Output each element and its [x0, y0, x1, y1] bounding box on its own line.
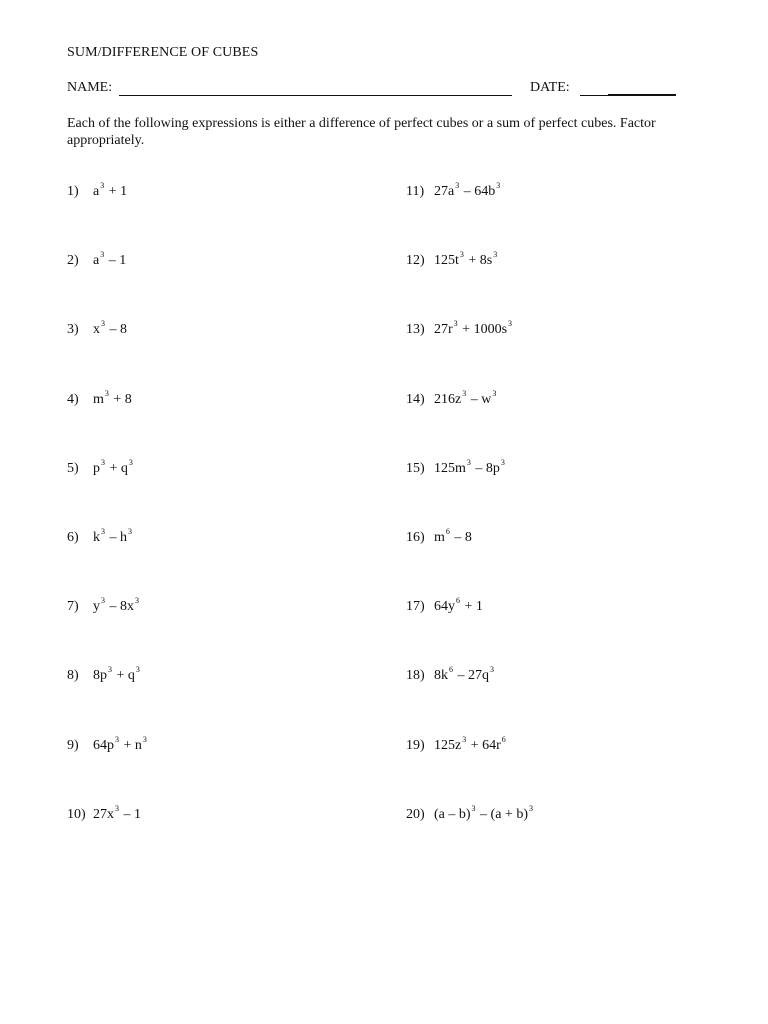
- problem-expression: [93, 319, 127, 338]
- expression-term: + 1000s: [458, 322, 508, 337]
- expression-term: + 8s: [464, 253, 493, 268]
- expression-term: + q: [106, 461, 128, 476]
- exponent: 3: [490, 665, 494, 674]
- expression-term: a: [93, 253, 100, 268]
- expression-term: 27a: [434, 184, 455, 199]
- exponent: 3: [462, 735, 467, 744]
- exponent: 6: [456, 596, 460, 605]
- problem-number: 4): [67, 392, 79, 407]
- expression-term: 8k: [434, 668, 448, 683]
- problem-item: [67, 319, 127, 338]
- problem-number: 6): [67, 530, 79, 545]
- exponent: 3: [453, 319, 458, 328]
- problem-number: 14): [406, 392, 425, 407]
- problem-number: 20): [406, 807, 425, 822]
- exponent: 3: [135, 665, 140, 674]
- problem-item: [67, 181, 128, 200]
- date-field-underline: [608, 94, 676, 96]
- expression-term: – h: [106, 530, 127, 545]
- expression-term: – 8: [450, 530, 472, 545]
- problem-number: 12): [406, 253, 425, 268]
- problem-number: 16): [406, 530, 425, 545]
- problem-item: [406, 665, 495, 684]
- problem-number: 8): [67, 668, 79, 683]
- exponent: 3: [135, 596, 139, 605]
- expression-term: 8p: [93, 668, 107, 683]
- problem-item: [406, 804, 534, 823]
- problem-number: 19): [406, 738, 425, 753]
- exponent: 3: [128, 527, 132, 536]
- expression-term: – w: [467, 392, 492, 407]
- problem-item: [67, 596, 140, 615]
- problem-expression: [93, 458, 134, 477]
- expression-term: – 64b: [460, 184, 496, 199]
- exponent: 3: [466, 458, 471, 467]
- expression-term: 125t: [434, 253, 459, 268]
- problem-item: [406, 735, 507, 754]
- expression-term: – 1: [120, 807, 141, 822]
- expression-term: 27x: [93, 807, 114, 822]
- problem-item: [67, 804, 141, 823]
- name-date-line: [67, 80, 687, 100]
- date-label: DATE:: [530, 80, 570, 95]
- exponent: 3: [101, 458, 105, 467]
- problem-expression: [434, 527, 472, 546]
- exponent: 3: [493, 250, 498, 259]
- exponent: 3: [459, 250, 464, 259]
- problem-expression: [434, 181, 501, 200]
- exponent: 3: [128, 458, 133, 467]
- expression-term: – 8p: [471, 461, 500, 476]
- expression-term: – 8x: [106, 599, 134, 614]
- problem-item: [406, 596, 483, 615]
- expression-term: + 1: [461, 599, 483, 614]
- exponent: 3: [101, 319, 105, 328]
- problem-number: 15): [406, 461, 425, 476]
- expression-term: x: [93, 322, 100, 337]
- exponent: 3: [108, 665, 112, 674]
- problem-expression: [434, 665, 495, 684]
- expression-term: m: [93, 392, 104, 407]
- expression-term: – 1: [105, 253, 127, 268]
- exponent: 6: [501, 735, 506, 744]
- expression-term: – (a + b): [476, 807, 528, 822]
- problem-number: 13): [406, 322, 425, 337]
- exponent: 3: [115, 735, 119, 744]
- problem-expression: [93, 735, 148, 754]
- expression-term: m: [434, 530, 445, 545]
- problem-expression: [434, 596, 483, 615]
- problem-number: 11): [406, 184, 425, 199]
- exponent: 3: [142, 735, 147, 744]
- problem-expression: [434, 319, 513, 338]
- expression-term: + 64r: [467, 738, 501, 753]
- problem-expression: [434, 389, 497, 408]
- exponent: 3: [528, 804, 533, 813]
- expression-term: p: [93, 461, 100, 476]
- exponent: 3: [104, 389, 109, 398]
- expression-term: a: [93, 184, 100, 199]
- expression-term: + 1: [105, 184, 128, 199]
- problem-item: [406, 458, 506, 477]
- name-label: NAME:: [67, 80, 113, 95]
- problem-expression: [93, 596, 140, 615]
- exponent: 3: [496, 181, 501, 190]
- problem-number: 18): [406, 668, 425, 683]
- problem-number: 7): [67, 599, 79, 614]
- problem-expression: [434, 804, 534, 823]
- exponent: 3: [462, 389, 467, 398]
- exponent: 3: [100, 181, 105, 190]
- problem-item: [406, 181, 501, 200]
- expression-term: – 27q: [454, 668, 489, 683]
- expression-term: – 8: [106, 322, 127, 337]
- exponent: 3: [508, 319, 513, 328]
- expression-term: + q: [113, 668, 135, 683]
- expression-term: + n: [120, 738, 142, 753]
- problem-number: 10): [67, 807, 86, 822]
- problem-item: [406, 527, 472, 546]
- exponent: 3: [115, 804, 119, 813]
- worksheet-title: SUM/DIFFERENCE OF CUBES: [67, 45, 259, 60]
- expression-term: 125m: [434, 461, 466, 476]
- problem-number: 5): [67, 461, 79, 476]
- exponent: 3: [101, 527, 105, 536]
- expression-term: 125z: [434, 738, 462, 753]
- expression-term: 27r: [434, 322, 453, 337]
- problem-item: [67, 389, 132, 408]
- problem-number: 2): [67, 253, 79, 268]
- problem-expression: [434, 458, 506, 477]
- problem-number: 3): [67, 322, 79, 337]
- exponent: 6: [449, 665, 453, 674]
- exponent: 3: [500, 458, 505, 467]
- problem-expression: [93, 181, 128, 200]
- problem-number: 9): [67, 738, 79, 753]
- problem-item: [67, 665, 141, 684]
- exponent: 3: [471, 804, 476, 813]
- problem-expression: [93, 527, 133, 546]
- expression-term: 64p: [93, 738, 114, 753]
- problem-item: [406, 389, 497, 408]
- problem-item: [67, 527, 133, 546]
- expression-term: k: [93, 530, 100, 545]
- exponent: 3: [492, 389, 497, 398]
- problem-expression: [93, 665, 141, 684]
- problem-expression: [434, 250, 498, 269]
- expression-term: 64y: [434, 599, 455, 614]
- expression-term: 216z: [434, 392, 462, 407]
- problem-expression: [93, 250, 127, 269]
- problem-item: [406, 319, 513, 338]
- problem-item: [67, 250, 127, 269]
- problem-number: 1): [67, 184, 79, 199]
- exponent: 6: [445, 527, 450, 536]
- problem-number: 17): [406, 599, 425, 614]
- problem-expression: [93, 389, 132, 408]
- problem-expression: [434, 735, 507, 754]
- instructions: Each of the following expressions is either a difference of perfect cubes or a sum of perfect cubes. Factor appropriately.: [67, 116, 656, 148]
- problem-item: [67, 458, 134, 477]
- problem-expression: [93, 804, 141, 823]
- expression-term: (a – b): [434, 807, 471, 822]
- expression-term: y: [93, 599, 100, 614]
- exponent: 3: [100, 250, 105, 259]
- exponent: 3: [101, 596, 105, 605]
- exponent: 3: [455, 181, 460, 190]
- name-field[interactable]: [119, 95, 512, 96]
- expression-term: + 8: [109, 392, 132, 407]
- problem-item: [406, 250, 498, 269]
- problem-item: [67, 735, 148, 754]
